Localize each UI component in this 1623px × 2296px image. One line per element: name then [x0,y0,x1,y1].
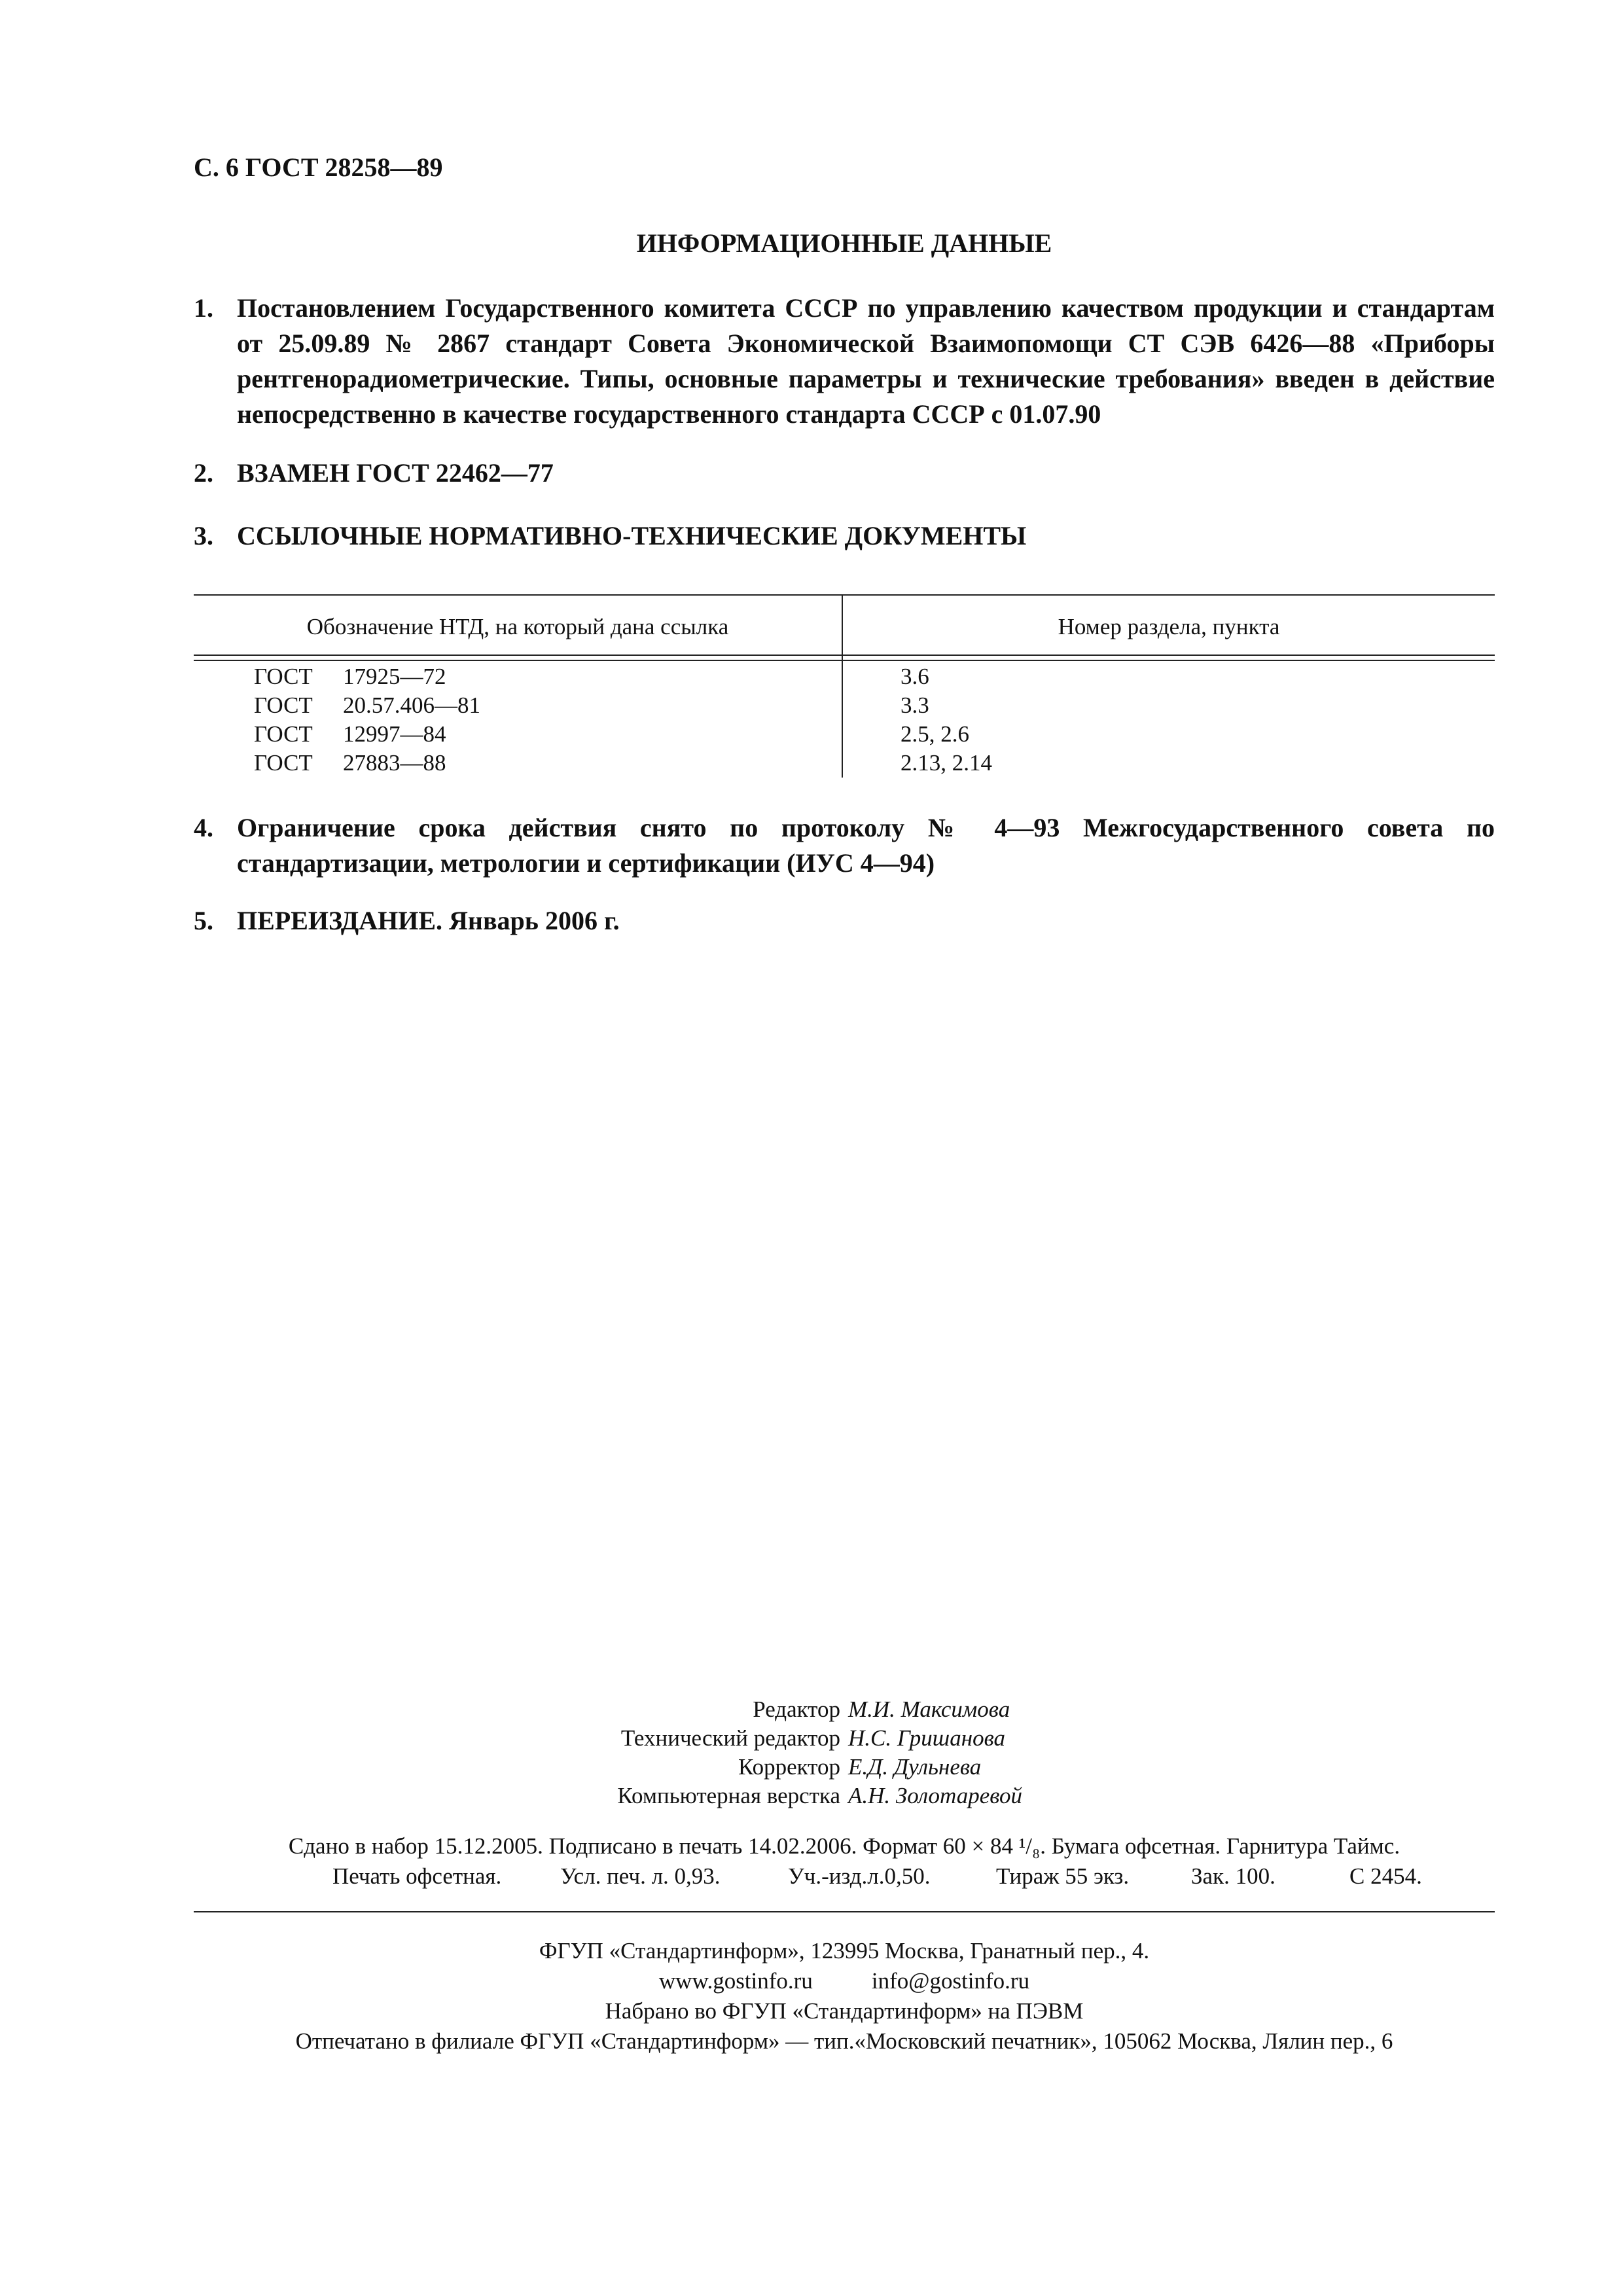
doc-prefix: ГОСТ [254,692,313,718]
section-cell: 2.5, 2.6 [901,721,969,747]
doc-number: 17925—72 [343,664,446,689]
credit-role: Компьютерная верстка [617,1783,840,1808]
credit-person: А.Н. Золотаревой [848,1783,1023,1808]
credit-role: Корректор [738,1754,840,1780]
publisher-website: www.gostinfo.ru [658,1968,813,1994]
order-number: Зак. 100. [1191,1863,1275,1889]
info-item-5 [194,903,1495,939]
page-header: С. 6 ГОСТ 28258—89 [194,152,443,182]
table-header-document: Обозначение НТД, на который дана ссылка [306,614,729,639]
table-row [194,692,1495,721]
doc-prefix: ГОСТ [254,750,313,776]
publisher-email: info@gostinfo.ru [871,1968,1030,1994]
item-number: 3. [194,521,213,550]
print-sheets: Усл. печ. л. 0,93. [560,1863,721,1889]
table-body [194,664,1495,779]
doc-cell [254,664,446,690]
info-item-2 [194,456,1495,491]
credit-layout [194,1782,1495,1810]
credit-role: Редактор [753,1696,840,1722]
doc-cell [254,750,446,776]
print-info [194,1831,1495,1892]
publisher-address: ФГУП «Стандартинформ», 123995 Москва, Гранатный пер., 4. [539,1938,1150,1964]
printed-note: Отпечатано в филиале ФГУП «Стандартинформ» — тип.«Московский печатник», 105062 Москва, Лялин пер., 6 [295,2028,1393,2054]
doc-number: 27883—88 [343,750,446,776]
credit-editor [194,1695,1495,1724]
print-info-line-2 [194,1861,1495,1892]
info-item-4 [194,810,1495,881]
doc-number: 12997—84 [343,721,446,747]
section-cell: 2.13, 2.14 [901,750,992,776]
typeset-note: Набрано во ФГУП «Стандартинформ» на ПЭВМ [605,1998,1084,2024]
footer-rule [194,1911,1495,1912]
print-code: С 2454. [1349,1863,1422,1889]
info-item-1 [194,291,1495,432]
credit-person: М.И. Максимова [848,1696,1010,1722]
print-info-line-1: Сдано в набор 15.12.2005. Подписано в печать 14.02.2006. Формат 60 × 84 ¹/₈. Бумага офсетная. Гарнитура Таймс. [288,1833,1400,1859]
doc-prefix: ГОСТ [254,721,313,747]
item-text: ССЫЛОЧНЫЕ НОРМАТИВНО-ТЕХНИЧЕСКИЕ ДОКУМЕНТЫ [237,521,1027,550]
doc-number: 20.57.406—81 [343,692,480,718]
table-header-rule [194,660,1495,661]
doc-cell [254,721,446,747]
print-run: Тираж 55 экз. [996,1863,1130,1889]
credit-person: Н.С. Гришанова [848,1725,1006,1751]
table-header-rule [194,655,1495,656]
publisher-contacts [194,1966,1495,1996]
item-number: 4. [194,813,213,842]
credit-technical-editor [194,1724,1495,1753]
item-text: ПЕРЕИЗДАНИЕ. Январь 2006 г. [237,906,620,935]
info-item-3 [194,518,1495,554]
publisher-imprint [194,1936,1495,2056]
table-row [194,750,1495,779]
item-number: 5. [194,906,213,935]
credit-role: Технический редактор [620,1725,840,1751]
item-text: ВЗАМЕН ГОСТ 22462—77 [237,458,554,488]
section-cell: 3.6 [901,664,929,689]
doc-cell [254,692,480,719]
table-row [194,664,1495,692]
credit-person: Е.Д. Дульнева [848,1754,982,1780]
doc-prefix: ГОСТ [254,664,313,689]
section-cell: 3.3 [901,692,929,718]
section-title: ИНФОРМАЦИОННЫЕ ДАННЫЕ [636,228,1052,258]
editorial-credits [194,1695,1495,1810]
item-text: Ограничение срока действия снято по протоколу № 4—93 Межгосударственного совета по стандартизации, метрологии и сертификации (ИУС 4—94) [237,813,1495,878]
item-text: Постановлением Государственного комитета СССР по управлению качеством продукции и стандартам от 25.09.89 № 2867 стандарт Совета Экономической Взаимопомощи СТ СЭВ 6426—88 «Приборы рентгенорадиометрические. Типы, основные параметры и технические требования» введен в действие непосредственно в качестве государственного стандарта СССР с 01.07.90 [237,293,1495,429]
table-header-section: Номер раздела, пункта [1058,614,1280,639]
item-number: 1. [194,293,213,323]
credit-proofreader [194,1753,1495,1782]
publication-sheets: Уч.-изд.л.0,50. [788,1863,931,1889]
print-type: Печать офсетная. [332,1863,502,1889]
table-top-rule [194,594,1495,596]
item-number: 2. [194,458,213,488]
table-row [194,721,1495,750]
